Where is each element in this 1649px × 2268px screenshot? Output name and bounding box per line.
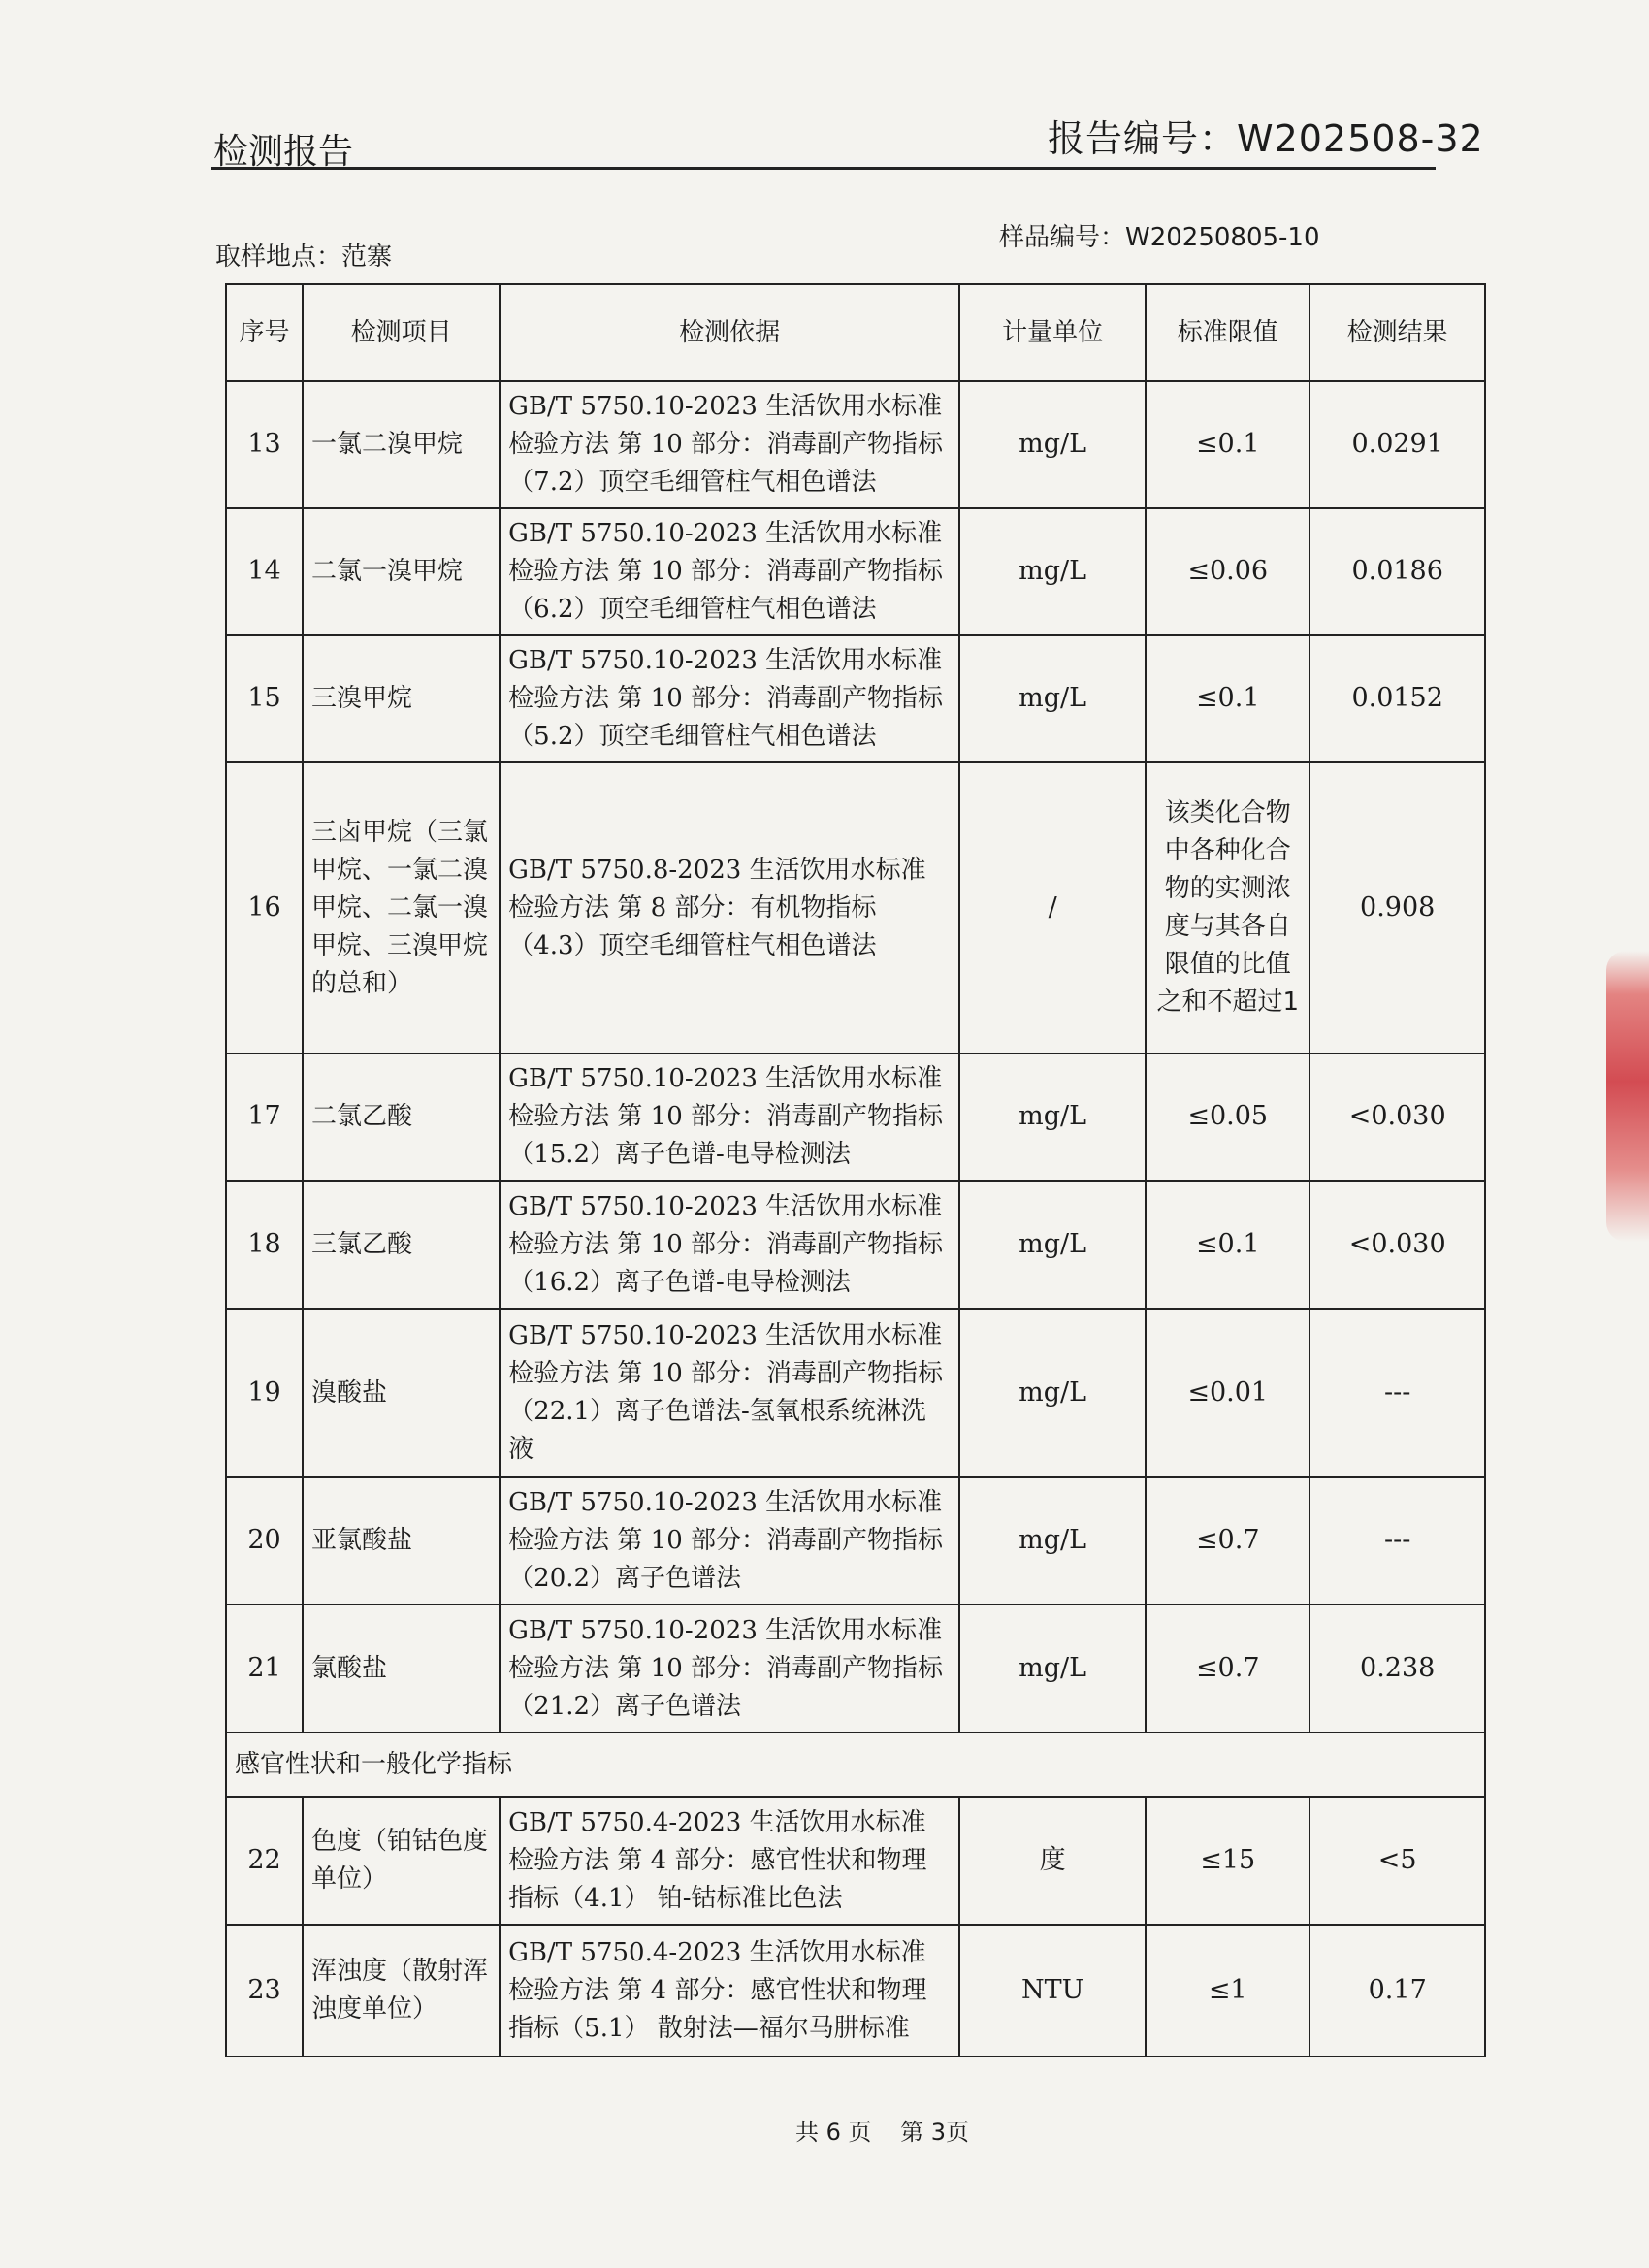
- sample-number: 样品编号：W20250805-10: [999, 223, 1320, 252]
- cell-limit: ≤0.7: [1146, 1477, 1310, 1604]
- cell-basis: GB/T 5750.4-2023 生活饮用水标准检验方法 第 4 部分：感官性状和物理指标（5.1） 散射法—福尔马肼标准: [500, 1925, 959, 2057]
- table-row: [226, 1477, 1485, 1604]
- cell-unit: 度: [959, 1797, 1146, 1925]
- cell-limit: ≤0.05: [1146, 1053, 1310, 1181]
- cell-item: 氯酸盐: [303, 1604, 500, 1733]
- results-table: [225, 283, 1486, 2057]
- cell-item: 色度（铂钴色度单位）: [303, 1797, 500, 1925]
- cell-unit: mg/L: [959, 1053, 1146, 1181]
- cell-item: 三溴甲烷: [303, 635, 500, 762]
- cell-limit: ≤0.1: [1146, 635, 1310, 762]
- cell-limit: ≤1: [1146, 1925, 1310, 2057]
- cell-basis: GB/T 5750.10-2023 生活饮用水标准检验方法 第 10 部分：消毒副产物指标（21.2）离子色谱法: [500, 1604, 959, 1733]
- section-row: [226, 1733, 1485, 1797]
- seal-stamp-fragment: [1606, 951, 1649, 1242]
- cell-result: <0.030: [1310, 1181, 1485, 1309]
- cell-limit: ≤0.1: [1146, 381, 1310, 508]
- cell-limit: 该类化合物中各种化合物的实测浓度与其各自限值的比值之和不超过1: [1146, 762, 1310, 1053]
- report-number: 报告编号：W202508-32: [1048, 117, 1484, 160]
- table-body-a: [226, 381, 1485, 1733]
- cell-no: 23: [226, 1925, 303, 2057]
- cell-result: 0.238: [1310, 1604, 1485, 1733]
- cell-basis: GB/T 5750.8-2023 生活饮用水标准检验方法 第 8 部分：有机物指标（4.3）顶空毛细管柱气相色谱法: [500, 762, 959, 1053]
- cell-basis: GB/T 5750.10-2023 生活饮用水标准检验方法 第 10 部分：消毒副产物指标（7.2）顶空毛细管柱气相色谱法: [500, 381, 959, 508]
- cell-result: <5: [1310, 1797, 1485, 1925]
- cell-limit: ≤0.06: [1146, 508, 1310, 635]
- cell-item: 一氯二溴甲烷: [303, 381, 500, 508]
- cell-item: 三氯乙酸: [303, 1181, 500, 1309]
- cell-basis: GB/T 5750.10-2023 生活饮用水标准检验方法 第 10 部分：消毒副产物指标（20.2）离子色谱法: [500, 1477, 959, 1604]
- cell-unit: mg/L: [959, 1477, 1146, 1604]
- cell-no: 14: [226, 508, 303, 635]
- table-row: [226, 1053, 1485, 1181]
- cell-unit: mg/L: [959, 1309, 1146, 1477]
- cell-basis: GB/T 5750.10-2023 生活饮用水标准检验方法 第 10 部分：消毒副产物指标（6.2）顶空毛细管柱气相色谱法: [500, 508, 959, 635]
- cell-item: 二氯一溴甲烷: [303, 508, 500, 635]
- current-page: 第 3页: [900, 2119, 970, 2146]
- column-header-item: 检测项目: [303, 284, 500, 381]
- document-title: 检测报告: [213, 132, 354, 172]
- column-header-limit: 标准限值: [1146, 284, 1310, 381]
- section-label: 感官性状和一般化学指标: [226, 1733, 1485, 1797]
- cell-unit: NTU: [959, 1925, 1146, 2057]
- column-header-result: 检测结果: [1310, 284, 1485, 381]
- cell-unit: mg/L: [959, 1604, 1146, 1733]
- table-row: [226, 1797, 1485, 1925]
- cell-item: 三卤甲烷（三氯甲烷、一氯二溴甲烷、二氯一溴甲烷、三溴甲烷的总和）: [303, 762, 500, 1053]
- cell-limit: ≤0.1: [1146, 1181, 1310, 1309]
- cell-basis: GB/T 5750.10-2023 生活饮用水标准检验方法 第 10 部分：消毒副产物指标（22.1）离子色谱法-氢氧根系统淋洗液: [500, 1309, 959, 1477]
- cell-unit: mg/L: [959, 381, 1146, 508]
- cell-unit: mg/L: [959, 508, 1146, 635]
- cell-basis: GB/T 5750.4-2023 生活饮用水标准检验方法 第 4 部分：感官性状和物理指标（4.1） 铂-钴标准比色法: [500, 1797, 959, 1925]
- header-divider: [211, 167, 1436, 170]
- cell-result: 0.0291: [1310, 381, 1485, 508]
- table-header-row: [226, 284, 1485, 381]
- column-header-no: 序号: [226, 284, 303, 381]
- table-row: [226, 1181, 1485, 1309]
- table-body-b: [226, 1797, 1485, 2057]
- cell-result: 0.908: [1310, 762, 1485, 1053]
- cell-result: <0.030: [1310, 1053, 1485, 1181]
- cell-unit: mg/L: [959, 1181, 1146, 1309]
- total-pages: 共 6 页: [795, 2119, 872, 2146]
- column-header-unit: 计量单位: [959, 284, 1146, 381]
- table-row: [226, 1309, 1485, 1477]
- table-row: [226, 508, 1485, 635]
- table-row: [226, 1925, 1485, 2057]
- table-row: [226, 381, 1485, 508]
- column-header-basis: 检测依据: [500, 284, 959, 381]
- cell-no: 18: [226, 1181, 303, 1309]
- cell-limit: ≤0.01: [1146, 1309, 1310, 1477]
- cell-no: 21: [226, 1604, 303, 1733]
- cell-basis: GB/T 5750.10-2023 生活饮用水标准检验方法 第 10 部分：消毒副产物指标（16.2）离子色谱-电导检测法: [500, 1181, 959, 1309]
- cell-result: ---: [1310, 1477, 1485, 1604]
- sampling-location: 取样地点：范寨: [215, 243, 393, 272]
- cell-result: 0.0152: [1310, 635, 1485, 762]
- table-row: [226, 1604, 1485, 1733]
- cell-limit: ≤15: [1146, 1797, 1310, 1925]
- cell-item: 溴酸盐: [303, 1309, 500, 1477]
- cell-unit: /: [959, 762, 1146, 1053]
- cell-limit: ≤0.7: [1146, 1604, 1310, 1733]
- cell-no: 19: [226, 1309, 303, 1477]
- cell-no: 17: [226, 1053, 303, 1181]
- cell-no: 20: [226, 1477, 303, 1604]
- cell-item: 二氯乙酸: [303, 1053, 500, 1181]
- cell-result: ---: [1310, 1309, 1485, 1477]
- cell-result: 0.0186: [1310, 508, 1485, 635]
- cell-no: 15: [226, 635, 303, 762]
- cell-basis: GB/T 5750.10-2023 生活饮用水标准检验方法 第 10 部分：消毒副产物指标（5.2）顶空毛细管柱气相色谱法: [500, 635, 959, 762]
- cell-item: 浑浊度（散射浑浊度单位）: [303, 1925, 500, 2057]
- table-body-section: [226, 1733, 1485, 1797]
- cell-basis: GB/T 5750.10-2023 生活饮用水标准检验方法 第 10 部分：消毒副产物指标（15.2）离子色谱-电导检测法: [500, 1053, 959, 1181]
- table-row: [226, 635, 1485, 762]
- cell-item: 亚氯酸盐: [303, 1477, 500, 1604]
- cell-result: 0.17: [1310, 1925, 1485, 2057]
- cell-no: 22: [226, 1797, 303, 1925]
- cell-no: 13: [226, 381, 303, 508]
- cell-no: 16: [226, 762, 303, 1053]
- cell-unit: mg/L: [959, 635, 1146, 762]
- page-footer: [795, 2113, 990, 2147]
- table-row: [226, 762, 1485, 1053]
